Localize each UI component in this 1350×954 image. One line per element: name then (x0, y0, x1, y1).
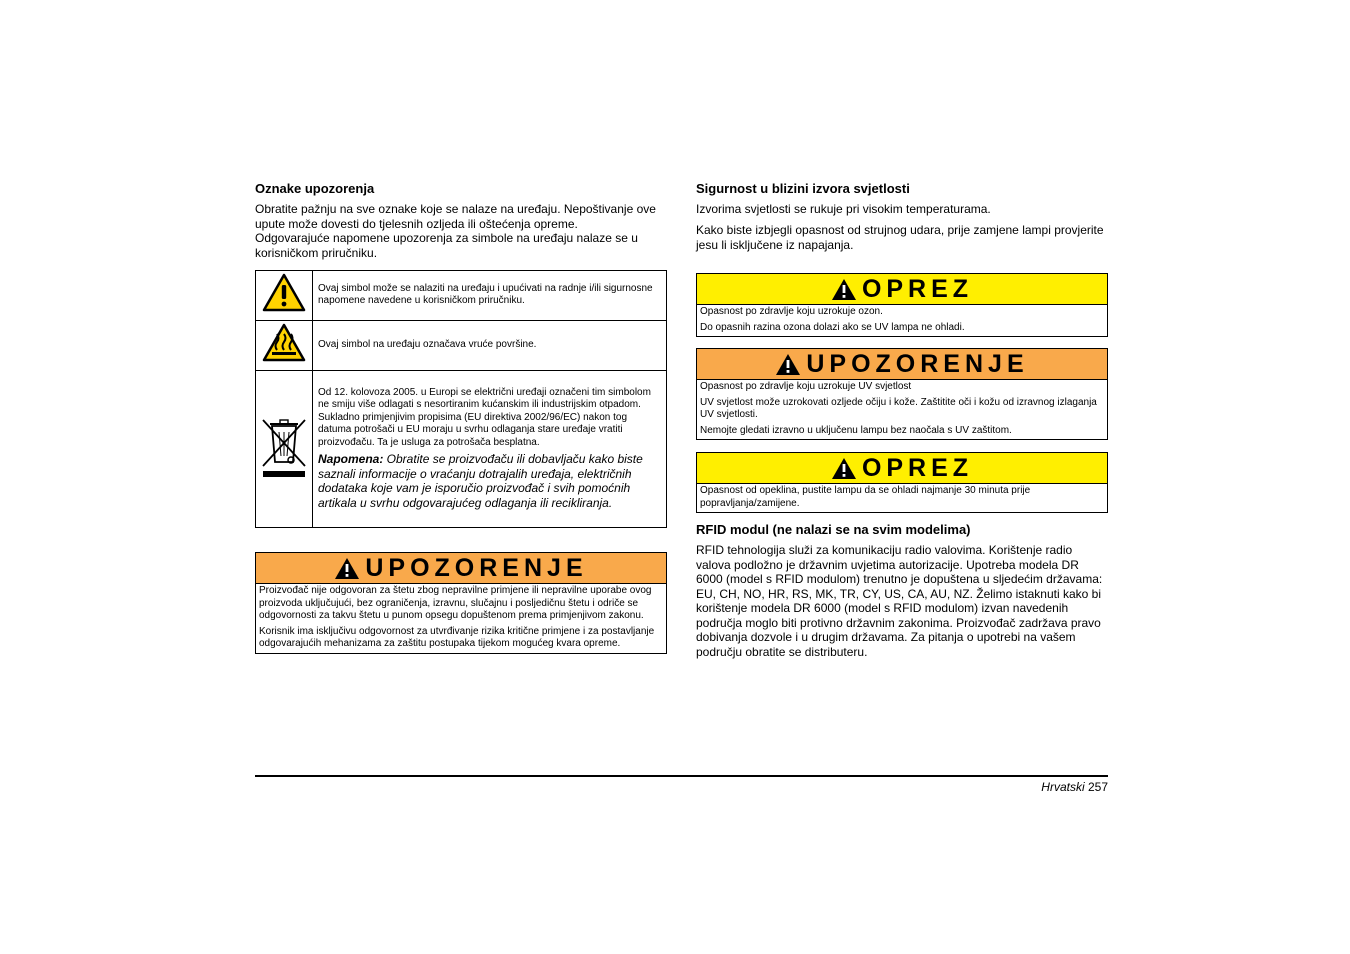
hazard-paragraph: UV svjetlost može uzrokovati ozljede očiju i kože. Zaštitite oči i kožu od izravnog izlaganja UV svjetlosti. (700, 396, 1097, 420)
light-paragraph-1: Izvorima svjetlosti se rukuje pri visokim temperaturama. (696, 202, 991, 216)
hazard-paragraph: Nemojte gledati izravno u uključenu lampu bez naočala s UV zaštitom. (700, 424, 1012, 436)
hazard-body (256, 584, 666, 653)
page-number: 257 (1087, 780, 1108, 794)
symbol-cell (256, 321, 313, 371)
signal-word: OPREZ (861, 454, 974, 482)
weee-note (318, 452, 662, 510)
alert-triangle-icon (831, 457, 857, 480)
caution-box-ozone (696, 273, 1108, 337)
warning-triangle-icon (262, 273, 306, 313)
hazard-header (256, 553, 666, 584)
hazard-paragraph: Opasnost po zdravlje koju uzrokuje ozon. (700, 306, 883, 317)
symbol-cell (256, 271, 313, 321)
warning-box-liability (255, 552, 667, 654)
note-label: Napomena: (318, 452, 384, 467)
signal-word: UPOZORENJE (806, 350, 1029, 378)
heading-light-safety: Sigurnost u blizini izvora svjetlosti (696, 181, 910, 196)
hazard-header (697, 274, 1107, 305)
hot-surface-icon (262, 323, 306, 363)
table-row (256, 321, 667, 371)
footer-language: Hrvatski (1041, 780, 1085, 794)
weee-description-text: Od 12. kolovoza 2005. u Europi se električni uređaji označeni tim simbolom ne smiju više odlagati s nesortiranim kućanskim ili industrijskim otpadom. Sukladno primjenjivim propisima (EU direktiva 2002/96/EC) nakon tog datuma potrošači u EU moraju u svrhu odlaganja stare uređaje vratiti proizvođaču. Ta je usluga za potrošača besplatna. (318, 386, 651, 448)
symbol-description: Ovaj simbol može se nalaziti na uređaju i upućivati na radnje i/ili sigurnosne napomene navedene u korisničkom priručniku. (313, 271, 667, 321)
symbol-description: Ovaj simbol na uređaju označava vruće površine. (313, 321, 667, 371)
hazard-body (697, 484, 1107, 512)
rfid-paragraph: RFID tehnologija služi za komunikaciju radio valovima. Korištenje radio valova podložno je državnim uvjetima autorizacije. Upotreba modela DR 6000 (model s RFID modulom) trenutno je dopuštena u sljedećim državama: EU, CH, NO, HR, RS, MK, TR, CY, US, CA, AU, NZ. Želimo istaknuti kako bi korištenje modela DR 6000 (model s RFID modulom) izvan navedenih područja moglo biti protivno državnim zakonima. Proizvođač zadržava pravo dobivanja dozvole i u drugim državama. Za pitanja o upotrebi na vašem području obratite se distributeru. (696, 543, 1103, 659)
note-text: Obratite se proizvođaču ili dobavljaču kako biste saznali informacije o vraćanju dotrajalih uređaja, električnih dodataka koje vam je isporučio proizvođač i svih pomoćnih artikala u svrhu odgovarajućeg odlaganja ili recikliranja. (318, 452, 643, 510)
alert-triangle-icon (334, 557, 360, 580)
hazard-paragraph: Opasnost od opeklina, pustite lampu da se ohladi najmanje 30 minuta prije popravljanja/zamijene. (700, 485, 1031, 509)
footer-rule (255, 775, 1108, 777)
light-paragraph-2: Kako biste izbjegli opasnost od strujnog udara, prije zamjene lampi provjerite jesu li isključene iz napajanja. (696, 223, 1104, 252)
hazard-paragraph: Korisnik ima isključivu odgovornost za utvrđivanje rizika kritične primjene i za postavljanje odgovarajućih mehanizama za zaštitu postupaka tijekom mogućeg kvara opreme. (259, 625, 655, 649)
hazard-header (697, 453, 1107, 484)
table-row (256, 371, 667, 528)
heading-warning-labels: Oznake upozorenja (255, 181, 375, 196)
symbols-table (255, 270, 667, 528)
warning-box-uv (696, 348, 1108, 440)
page-footer (1041, 780, 1108, 794)
intro-paragraph-1: Obratite pažnju na sve oznake koje se nalaze na uređaju. Nepoštivanje ove upute može dovesti do tjelesnih ozljeda ili oštećenja opreme. (255, 202, 656, 231)
heading-rfid: RFID modul (ne nalazi se na svim modelima) (696, 522, 971, 537)
caution-box-burn (696, 452, 1108, 513)
signal-word: OPREZ (861, 275, 974, 303)
weee-crossed-bin-icon (260, 416, 308, 478)
alert-triangle-icon (831, 278, 857, 301)
symbol-description (313, 371, 667, 528)
hazard-body (697, 380, 1107, 439)
hazard-header (697, 349, 1107, 380)
symbol-cell (256, 371, 313, 528)
hazard-body (697, 305, 1107, 336)
hazard-paragraph: Opasnost po zdravlje koju uzrokuje UV svjetlost (700, 381, 912, 392)
intro-paragraph-2: Odgovarajuće napomene upozorenja za simbole na uređaju nalaze se u korisničkom priručniku. (255, 231, 638, 260)
signal-word: UPOZORENJE (365, 554, 588, 582)
hazard-paragraph: Proizvođač nije odgovoran za štetu zbog nepravilne primjene ili nepravilne uporabe ovog proizvoda uključujući, bez ograničenja, izravnu, slučajnu i posljedičnu štetu i odriče se odgovornosti za takvu štetu u punom opsegu dopuštenom prema primjenjivom zakonu. (259, 585, 652, 621)
table-row (256, 271, 667, 321)
hazard-paragraph: Do opasnih razina ozona dolazi ako se UV lampa ne ohladi. (700, 321, 965, 333)
alert-triangle-icon (775, 353, 801, 376)
